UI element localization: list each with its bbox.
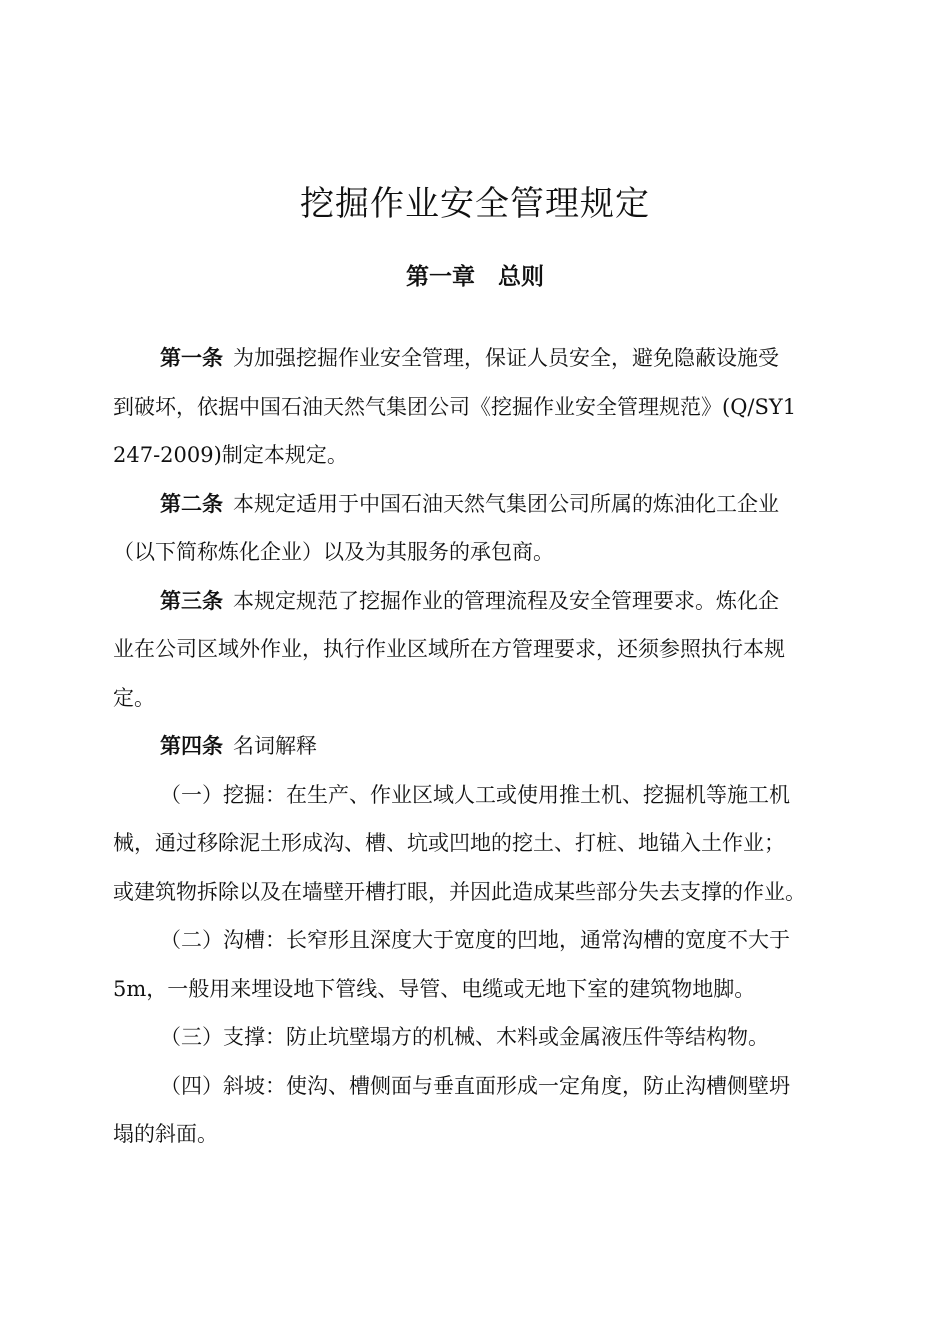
definition-text: 或建筑物拆除以及在墙壁开槽打眼，并因此造成某些部分失去支撑的作业。 (113, 879, 806, 904)
definition-2 (113, 916, 843, 1013)
definition-text: （三）支撑：防止坑壁塌方的机械、木料或金属液压件等结构物。 (160, 1025, 769, 1049)
article-label: 第三条 (160, 588, 223, 613)
article-text: 业在公司区域外作业，执行作业区域所在方管理要求，还须参照执行本规 (113, 637, 785, 661)
article-text: 为加强挖掘作业安全管理，保证人员安全，避免隐蔽设施受 (233, 346, 779, 370)
definition-text: （二）沟槽：长窄形且深度大于宽度的凹地，通常沟槽的宽度不大于 (160, 928, 790, 952)
definition-1 (113, 771, 843, 917)
definition-text: 塌的斜面。 (113, 1122, 218, 1146)
article-3 (113, 577, 843, 723)
article-2 (113, 480, 843, 577)
definition-4 (113, 1062, 843, 1159)
article-label: 第二条 (160, 491, 223, 516)
article-label: 第一条 (160, 346, 223, 370)
definition-text: （一）挖掘：在生产、作业区域人工或使用推土机、挖掘机等施工机 (160, 782, 790, 807)
definition-text: 5m，一般用来埋设地下管线、导管、电缆或无地下室的建筑物地脚。 (113, 976, 756, 1001)
chapter-title: 第一章 总则 (406, 264, 544, 290)
article-text: 到破坏，依据中国石油天然气集团公司《挖掘作业安全管理规范》(Q/SY1 (113, 394, 797, 419)
article-text: 本规定适用于中国石油天然气集团公司所属的炼油化工企业 (233, 491, 779, 516)
article-text: 定。 (113, 685, 155, 710)
definition-text: （四）斜坡：使沟、槽侧面与垂直面形成一定角度，防止沟槽侧壁坍 (160, 1073, 790, 1098)
article-label: 第四条 (160, 734, 223, 758)
article-1 (113, 334, 843, 480)
article-text: 名词解释 (233, 734, 317, 758)
definition-3 (113, 1013, 843, 1062)
document-title: 挖掘作业安全管理规定 (300, 184, 650, 224)
definition-text: 械，通过移除泥土形成沟、槽、坑或凹地的挖土、打桩、地锚入土作业； (113, 831, 785, 855)
document-body (113, 334, 843, 1159)
article-text: 247-2009)制定本规定。 (113, 443, 348, 467)
article-text: 本规定规范了挖掘作业的管理流程及安全管理要求。炼化企 (233, 588, 779, 613)
article-4 (113, 722, 843, 771)
article-text: （以下简称炼化企业）以及为其服务的承包商。 (113, 540, 554, 564)
